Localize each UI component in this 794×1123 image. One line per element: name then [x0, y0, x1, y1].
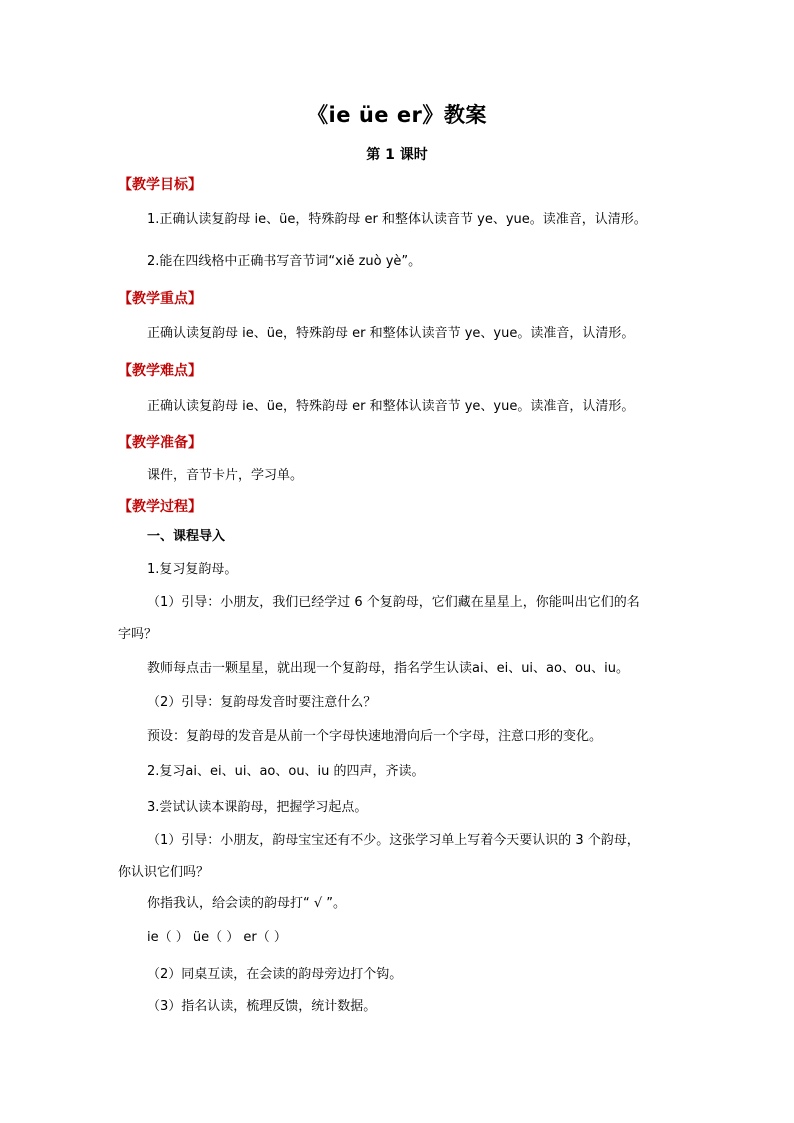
step3-a-line2: 你认识它们吗？: [118, 865, 210, 880]
preparation-heading: 【教学准备】: [118, 435, 202, 451]
step3-c: （3）指名认读，梳理反馈，统计数据。: [147, 999, 377, 1014]
key-points-heading: 【教学重点】: [118, 291, 202, 307]
step3-a-detail: 你指我认，给会读的韵母打“ √ ”。: [147, 896, 347, 911]
key-points-text: 正确认读复韵母 ie、üe，特殊韵母 er 和整体认读音节 ye、yue。读准音，认清形。: [147, 326, 635, 341]
step1-b-detail: 预设：复韵母的发音是从前一个字母快速地滑向后一个字母，注意口形的变化。: [147, 729, 603, 744]
goal-item-1: 1.正确认读复韵母 ie、üe，特殊韵母 er 和整体认读音节 ye、yue。读准音，认清形。: [147, 212, 647, 227]
step1: 1.复习复韵母。: [147, 562, 238, 577]
step3-a-line1: （1）引导：小朋友，韵母宝宝还有不少。这张学习单上写着今天要认识的 3 个韵母，: [147, 833, 640, 848]
step1-a-detail: 教师每点击一颗星星，就出现一个复韵母，指名学生认读ai、ei、ui、ao、ou、iu。: [147, 661, 630, 676]
step2: 2.复习ai、ei、ui、ao、ou、iu 的四声，齐读。: [147, 764, 425, 779]
difficulties-text: 正确认读复韵母 ie、üe，特殊韵母 er 和整体认读音节 ye、yue。读准音，认清形。: [147, 399, 635, 414]
page-title: 《ie üe er》教案: [307, 103, 487, 127]
step1-b: （2）引导：复韵母发音时要注意什么？: [147, 695, 377, 710]
step3-a-options: ie（ ） üe（ ） er（ ）: [147, 930, 287, 945]
goal-item-2: 2.能在四线格中正确书写音节词“xiě zuò yè”。: [147, 254, 422, 269]
difficulties-heading: 【教学难点】: [118, 363, 202, 379]
step1-a-line1: （1）引导：小朋友，我们已经学过 6 个复韵母，它们藏在星星上，你能叫出它们的名: [147, 595, 640, 610]
part1-title: 一、课程导入: [147, 529, 226, 544]
process-heading: 【教学过程】: [118, 499, 202, 515]
goals-heading: 【教学目标】: [118, 177, 202, 193]
step1-a-line2: 字吗？: [118, 627, 158, 642]
preparation-text: 课件，音节卡片，学习单。: [147, 468, 304, 483]
step3: 3.尝试认读本课韵母，把握学习起点。: [147, 800, 368, 815]
step3-b: （2）同桌互读，在会读的韵母旁边打个钩。: [147, 967, 403, 982]
lesson-subtitle: 第 1 课时: [366, 147, 428, 163]
